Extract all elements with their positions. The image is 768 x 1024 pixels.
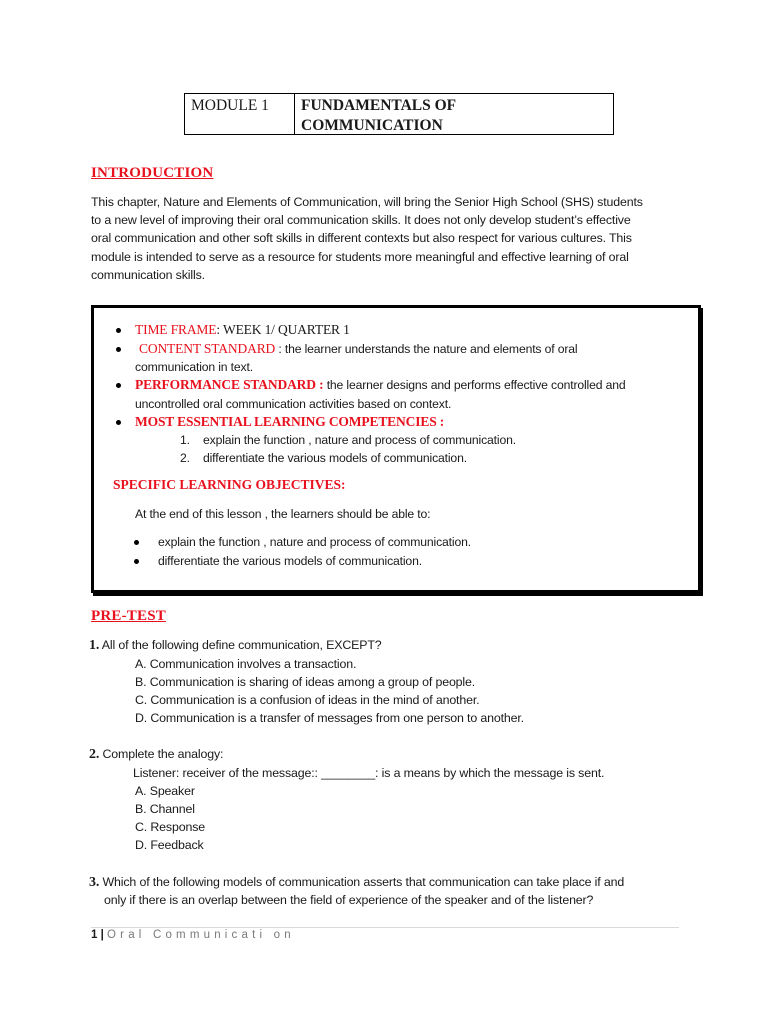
question-text-cont: only if there is an overlap between the field of experience of the speaker and of the listener?	[104, 893, 594, 907]
competency-item	[180, 431, 516, 449]
performance-standard-cont: uncontrolled oral communication activities based on context.	[135, 397, 452, 411]
bullet-icon	[116, 420, 121, 425]
objective-item: explain the function , nature and process of communication.	[158, 535, 471, 549]
content-standard-line	[139, 340, 577, 358]
module-title-line-1: FUNDAMENTALS OF	[301, 97, 457, 114]
introduction-heading: INTRODUCTION	[91, 165, 214, 181]
footer-separator: |	[100, 929, 104, 941]
question-2	[89, 745, 223, 764]
content-standard-label: CONTENT STANDARD	[139, 341, 276, 356]
bullet-icon	[134, 559, 139, 564]
melc-line	[135, 413, 444, 431]
answer-option: D. Communication is a transfer of messages from one person to another.	[135, 711, 524, 725]
competency-text: explain the function , nature and process of communication.	[203, 433, 516, 447]
question-number: 2.	[89, 747, 100, 762]
content-standard-cont: communication in text.	[135, 360, 253, 374]
module-number: MODULE 1	[185, 94, 295, 134]
answer-option: B. Channel	[135, 802, 195, 816]
question-1	[89, 636, 382, 655]
question-number: 3.	[89, 875, 100, 890]
answer-option: A. Communication involves a transaction.	[135, 657, 357, 671]
melc-label: MOST ESSENTIAL LEARNING COMPETENCIES :	[135, 414, 445, 429]
question-number: 1.	[89, 638, 100, 653]
time-frame-line	[135, 321, 350, 339]
analogy-text: Listener: receiver of the message:: ________: is a means by which the message is sent.	[133, 766, 605, 780]
intro-line: module is intended to serve as a resource for students more meaningful and effective learning of oral	[91, 249, 629, 264]
bullet-icon	[116, 328, 121, 333]
answer-option: D. Feedback	[135, 838, 204, 852]
time-frame-value: : WEEK 1/ QUARTER 1	[216, 322, 350, 337]
introduction-paragraph	[91, 193, 681, 284]
competency-number: 2.	[180, 451, 190, 465]
performance-standard-line	[135, 376, 626, 394]
intro-line: to a new level of improving their oral communication skills. It does not only develop student’s effective	[91, 213, 631, 228]
competency-text: differentiate the various models of communication.	[203, 451, 467, 465]
objective-item: differentiate the various models of communication.	[158, 554, 422, 568]
competency-number: 1.	[180, 433, 190, 447]
question-3	[89, 873, 624, 892]
module-title	[295, 94, 613, 134]
answer-option: C. Response	[135, 820, 205, 834]
bullet-icon	[134, 540, 139, 545]
time-frame-label: TIME FRAME	[135, 322, 217, 337]
bullet-icon	[116, 347, 121, 352]
question-text: Complete the analogy:	[99, 747, 224, 761]
intro-line: This chapter, Nature and Elements of Communication, will bring the Senior High School (SHS) students	[91, 195, 643, 209]
performance-standard-value: the learner designs and performs effective controlled and	[323, 378, 626, 392]
specific-objectives-heading: SPECIFIC LEARNING OBJECTIVES:	[113, 477, 346, 492]
question-text: Which of the following models of communication asserts that communication can take place if and	[99, 875, 625, 889]
intro-line: communication skills.	[91, 267, 205, 282]
intro-line: oral communication and other soft skills in different contexts but also respect for various cultures. This	[91, 231, 632, 246]
answer-option: A. Speaker	[135, 784, 195, 798]
module-header-table	[184, 93, 614, 135]
page-number: 1	[91, 929, 98, 941]
page-footer	[91, 927, 679, 941]
objectives-intro: At the end of this lesson , the learners should be able to:	[135, 507, 431, 521]
performance-standard-label: PERFORMANCE STANDARD :	[135, 377, 324, 392]
module-title-line-2: COMMUNICATION	[301, 117, 443, 134]
answer-option: B. Communication is sharing of ideas among a group of people.	[135, 675, 476, 689]
footer-title: Oral Communicati on	[107, 929, 295, 941]
answer-option: C. Communication is a confusion of ideas in the mind of another.	[135, 693, 480, 707]
content-standard-value: : the learner understands the nature and elements of oral	[275, 342, 578, 356]
competency-item	[180, 449, 467, 467]
bullet-icon	[116, 383, 121, 388]
pretest-heading: PRE-TEST	[91, 608, 166, 624]
question-text: All of the following define communication, EXCEPT?	[99, 638, 382, 652]
